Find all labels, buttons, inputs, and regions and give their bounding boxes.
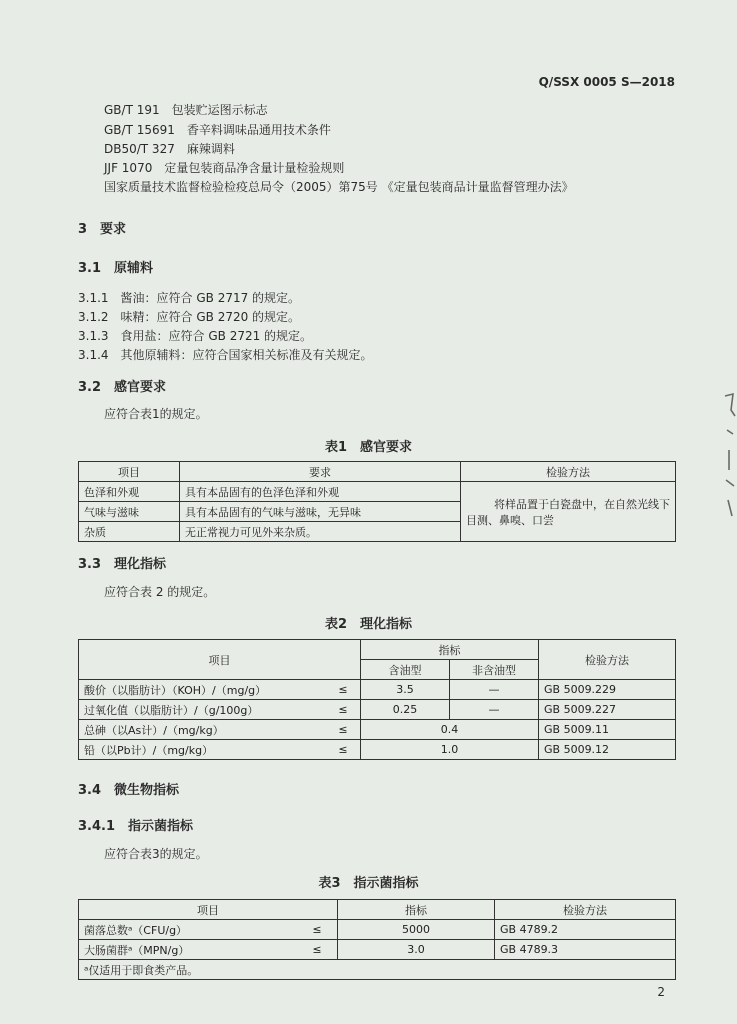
scan-edge-artifact	[723, 390, 737, 520]
table-cell: —	[450, 700, 539, 720]
reference-line: GB/T 15691 香辛料调味品通用技术条件	[104, 123, 331, 137]
clause-line: 3.1.1 酱油：应符合 GB 2717 的规定。	[78, 291, 301, 305]
table-cell: ≤	[326, 740, 361, 760]
table-header: 检验方法	[495, 900, 676, 920]
table-cell: 铅（以Pb计）/（mg/kg）	[79, 740, 327, 760]
table-cell: —	[450, 680, 539, 700]
section-heading: 3.4 微生物指标	[78, 783, 180, 798]
paragraph: 应符合表3的规定。	[104, 847, 208, 861]
method-text: 目测、鼻嗅、口尝	[466, 513, 554, 527]
clause-line: 3.1.3 食用盐：应符合 GB 2721 的规定。	[78, 329, 313, 343]
table-header: 项目	[79, 900, 338, 920]
table-header: 检验方法	[461, 462, 676, 482]
table-cell: 色泽和外观	[79, 482, 180, 502]
table-cell: 3.5	[361, 680, 450, 700]
table-cell: 气味与滋味	[79, 502, 180, 522]
table-row	[79, 700, 676, 720]
table-cell: GB 5009.227	[539, 700, 676, 720]
table-cell: 3.0	[338, 940, 495, 960]
table-header: 要求	[180, 462, 461, 482]
reference-line: DB50/T 327 麻辣调料	[104, 142, 235, 156]
reference-line: 国家质量技术监督检验检疫总局令（2005）第75号 《定量包装商品计量监督管理办法》	[104, 180, 574, 194]
page-number: 2	[657, 985, 665, 999]
section-heading: 3 要求	[78, 222, 127, 237]
table-cell: 5000	[338, 920, 495, 940]
table-header: 指标	[361, 640, 539, 660]
table-row	[79, 920, 676, 940]
table-cell: 酸价（以脂肪计）（KOH）/（mg/g）	[79, 680, 327, 700]
table-caption: 表1 感官要求	[324, 440, 413, 455]
table-cell: GB 5009.11	[539, 720, 676, 740]
table-cell: 总砷（以As计）/（mg/kg）	[79, 720, 327, 740]
table-cell: ≤	[326, 720, 361, 740]
table-cell: 杂质	[79, 522, 180, 542]
table-cell: GB 4789.2	[495, 920, 676, 940]
method-text: 将样品置于白瓷盘中，在自然光线下	[494, 497, 670, 511]
indicator-bacteria-table	[78, 899, 676, 980]
table-cell: 过氧化值（以脂肪计）/（g/100g）	[79, 700, 327, 720]
table-cell: ≤	[326, 700, 361, 720]
table-caption: 表2 理化指标	[324, 617, 413, 632]
table-cell: 1.0	[361, 740, 539, 760]
table-cell: GB 4789.3	[495, 940, 676, 960]
table-row	[79, 680, 676, 700]
reference-line: JJF 1070 定量包装商品净含量计量检验规则	[104, 161, 345, 175]
paragraph: 应符合表 2 的规定。	[104, 585, 216, 599]
table-cell: ≤	[297, 940, 338, 960]
table-cell: 0.25	[361, 700, 450, 720]
section-heading: 3.1 原辅料	[78, 261, 154, 276]
section-heading: 3.3 理化指标	[78, 557, 167, 572]
clause-line: 3.1.4 其他原辅料：应符合国家相关标准及有关规定。	[78, 348, 373, 362]
table-cell: 具有本品固有的气味与滋味，无异味	[180, 502, 461, 522]
table-cell: 菌落总数ᵃ（CFU/g）	[79, 920, 298, 940]
table-header: 项目	[79, 640, 361, 680]
table-row	[79, 740, 676, 760]
table-cell: 具有本品固有的色泽色泽和外观	[180, 482, 461, 502]
table-cell: ≤	[297, 920, 338, 940]
section-heading: 3.4.1 指示菌指标	[78, 819, 194, 834]
table-cell: GB 5009.12	[539, 740, 676, 760]
clause-line: 3.1.2 味精：应符合 GB 2720 的规定。	[78, 310, 301, 324]
table-row	[79, 720, 676, 740]
table-caption: 表3 指示菌指标	[318, 876, 419, 891]
table-footnote: ᵃ仅适用于即食类产品。	[79, 960, 676, 980]
table-header: 检验方法	[539, 640, 676, 680]
physicochemical-table	[78, 639, 676, 760]
table-cell: ≤	[326, 680, 361, 700]
reference-line: GB/T 191 包装贮运图示标志	[104, 103, 268, 117]
paragraph: 应符合表1的规定。	[104, 407, 208, 421]
sensory-table	[78, 461, 676, 542]
table-header: 含油型	[361, 660, 450, 680]
table-header: 项目	[79, 462, 180, 482]
table-row	[79, 940, 676, 960]
table-cell: GB 5009.229	[539, 680, 676, 700]
table-cell: 0.4	[361, 720, 539, 740]
table-cell: 大肠菌群ᵃ（MPN/g）	[79, 940, 298, 960]
table-header: 指标	[338, 900, 495, 920]
table-header: 非含油型	[450, 660, 539, 680]
method-cell	[461, 482, 676, 542]
edge-mark-decoration	[723, 390, 737, 525]
section-heading: 3.2 感官要求	[78, 380, 167, 395]
document-code: Q/SSX 0005 S—2018	[538, 75, 675, 89]
table-row	[79, 482, 676, 502]
table-cell: 无正常视力可见外来杂质。	[180, 522, 461, 542]
